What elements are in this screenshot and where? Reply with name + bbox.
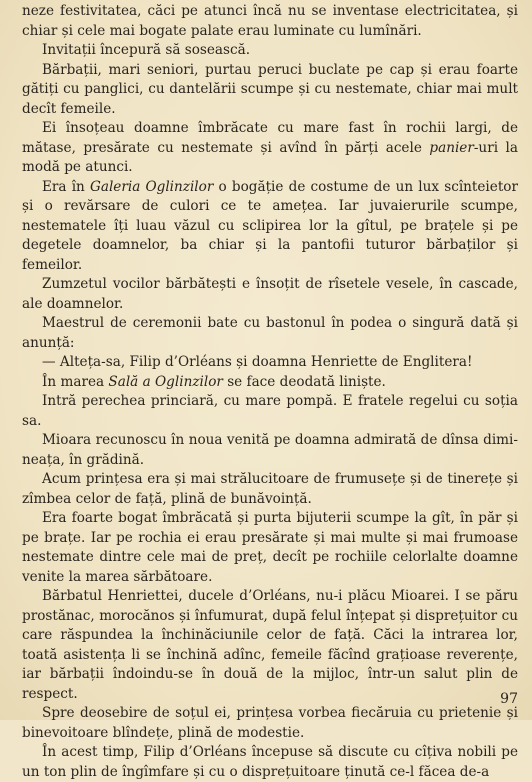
paragraph: Invitații începură să sosească.: [42, 42, 251, 58]
page-body-text: [22, 2, 518, 782]
paragraph: Era în Galeria Oglinzilor o bogăție de costume de un lux scînteietor și o revărsare de culori ce te amețea. Iar juvaierurile scumpe, nestematele îți luau văzul cu sclipirea lor la gîtul, pe brațele și pe degetele doamnelor, ba chiar și la pantofii tuturor bărbaților și femeilor.: [22, 178, 518, 273]
paragraph: Zumzetul vocilor bărbătești e însoțit de rîsetele vesele, în cascade, ale doamnelor.: [22, 276, 518, 312]
paragraph: Intră perechea princiară, cu mare pompă. E fratele regelui cu soția sa.: [22, 393, 518, 429]
paragraph: Acum prințesa era și mai strălucitoare de frumusețe și de tinerețe și zîmbea celor de față, plină de bunăvoință.: [22, 471, 518, 507]
paragraph: În marea Sală a Oglinzilor se face deodată liniște.: [42, 373, 386, 390]
paragraph: Era foarte bogat îmbrăcată și purta bijuterii scumpe la gît, în păr și pe brațe. Iar pe rochia ei erau presărate și mai multe și mai frumoase nestemate dintre cele mai de preț, decît pe rochiile celorlalte doamne venite la marea sărbătoare.: [22, 510, 518, 585]
paragraph: Bărbații, mari seniori, purtau peruci buclate pe cap și erau foarte gătiți cu panglici, cu dantelării scumpe și cu nestemate, chiar mai mult decît femeile.: [22, 61, 518, 117]
page-number: 97: [500, 691, 518, 707]
dialogue-line: — Alteța-sa, Filip d’Orléans și doamna Henriette de Englitera!: [42, 354, 473, 370]
paragraph: Mioara recunoscu în noua venită pe doamna admirată de dînsa dimineața, în grădină.: [22, 432, 518, 468]
paragraph: Spre deosebire de soțul ei, prințesa vorbea fiecăruia cu prietenie și binevoitoare blîndețe, plină de modestie.: [22, 705, 518, 741]
paragraph: Bărbatul Henriettei, ducele d’Orléans, nu-i plăcu Mioarei. I se păru prostănac, morocănos și înfumurat, după felul înțepat și disprețuitor cu care răspundea la închinăciunile celor de față. Căci la intrarea lor, toată asistența li se închină adînc, femeile făcînd grațioase reverențe, iar bărbații îndoindu-se în două de la mijloc, într-un salut plin de respect.: [22, 588, 518, 702]
paragraph: Ei însoțeau doamne îmbrăcate cu mare fast în rochii largi, de mătase, presărate cu nestemate și avînd în părți acele panier-uri la modă pe atunci.: [22, 120, 519, 175]
paragraph: În acest timp, Filip d’Orléans începuse să discute cu cîțiva nobili pe un ton plin de îngîmfare și cu o disprețuitoare ținută ce-l făcea de-a: [22, 744, 518, 780]
paragraph: neze festivitatea, căci pe atunci încă nu se inventase electricitatea, și chiar și cele mai bogate palate erau luminate cu lumînări.: [22, 3, 518, 39]
paragraph: Maestrul de ceremonii bate cu bastonul în podea o singură dată și anunță:: [22, 315, 518, 351]
